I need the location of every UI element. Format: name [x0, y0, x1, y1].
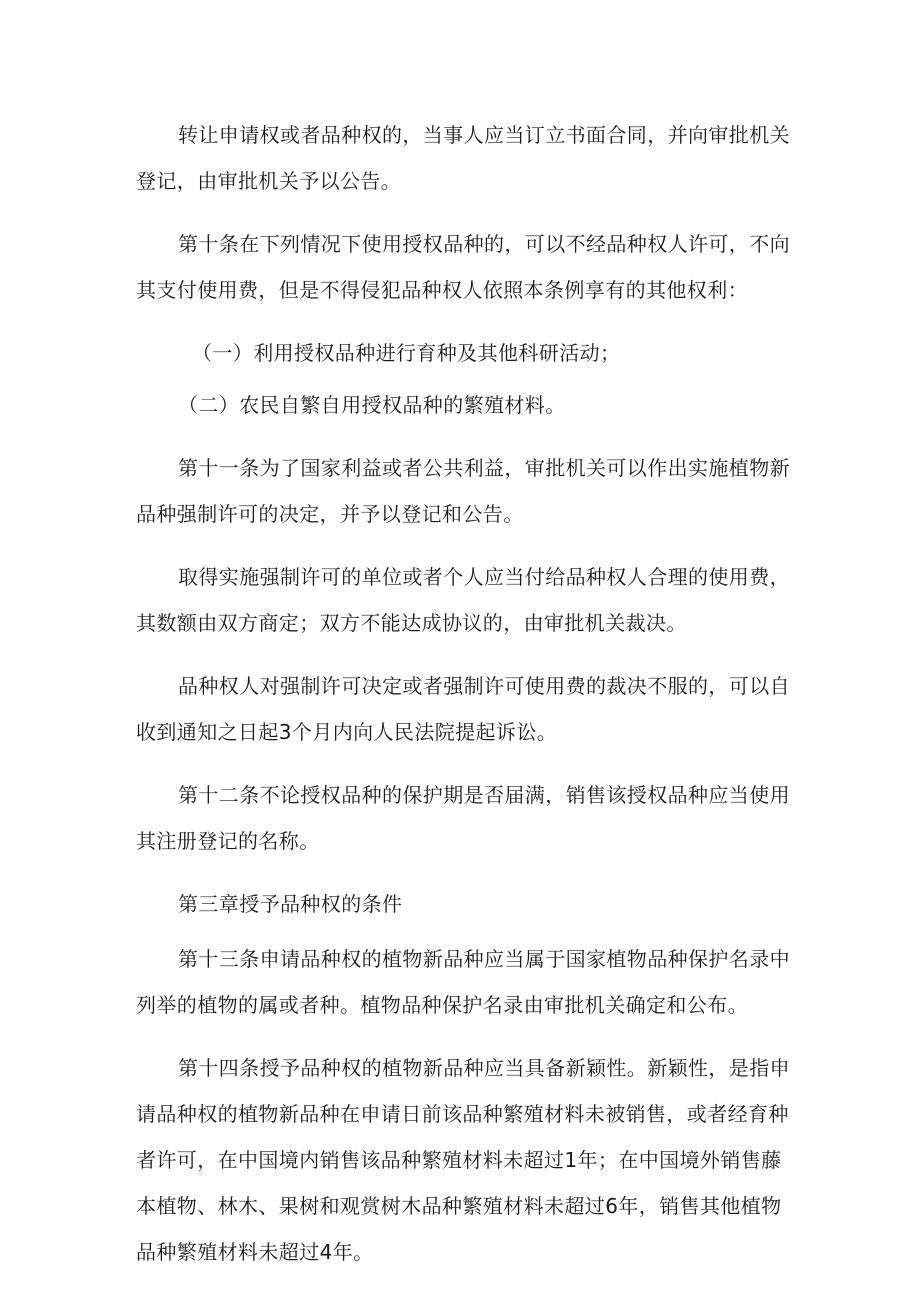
- paragraph-license-fee: 取得实施强制许可的单位或者个人应当付给品种权人合理的使用费，其数额由双方商定；双方不能达成协议的，由审批机关裁决。: [136, 565, 790, 635]
- paragraph-article-10-item-2: （二）农民自繁自用授权品种的繁殖材料。: [178, 393, 566, 417]
- paragraph-litigation: 品种权人对强制许可决定或者强制许可使用费的裁决不服的，可以自收到通知之日起3个月内向人民法院提起诉讼。: [136, 674, 790, 744]
- paragraph-article-10-item-1: （一）利用授权品种进行育种及其他科研活动；: [192, 341, 621, 365]
- paragraph-article-12: 第十二条不论授权品种的保护期是否届满，销售该授权品种应当使用其注册登记的名称。: [136, 783, 790, 853]
- paragraph-article-14: 第十四条授予品种权的植物新品种应当具备新颖性。新颖性，是指申请品种权的植物新品种在申请日前该品种繁殖材料未被销售，或者经育种者许可，在中国境内销售该品种繁殖材料未超过1年；在中国境外销售藤本植物、林木、果树和观赏树木品种繁殖材料未超过6年，销售其他植物品种繁殖材料未超过4年。: [136, 1056, 790, 1264]
- paragraph-transfer-contract: 转让申请权或者品种权的，当事人应当订立书面合同，并向审批机关登记，由审批机关予以公告。: [136, 123, 790, 193]
- paragraph-article-13: 第十三条申请品种权的植物新品种应当属于国家植物品种保护名录中列举的植物的属或者种。植物品种保护名录由审批机关确定和公布。: [136, 947, 790, 1017]
- chapter-3-heading: 第三章授予品种权的条件: [178, 892, 403, 916]
- document-body: [136, 112, 796, 1292]
- paragraph-article-10: 第十条在下列情况下使用授权品种的，可以不经品种权人许可，不向其支付使用费，但是不得侵犯品种权人依照本条例享有的其他权利：: [136, 232, 790, 302]
- paragraph-article-11: 第十一条为了国家利益或者公共利益，审批机关可以作出实施植物新品种强制许可的决定，并予以登记和公告。: [136, 456, 790, 526]
